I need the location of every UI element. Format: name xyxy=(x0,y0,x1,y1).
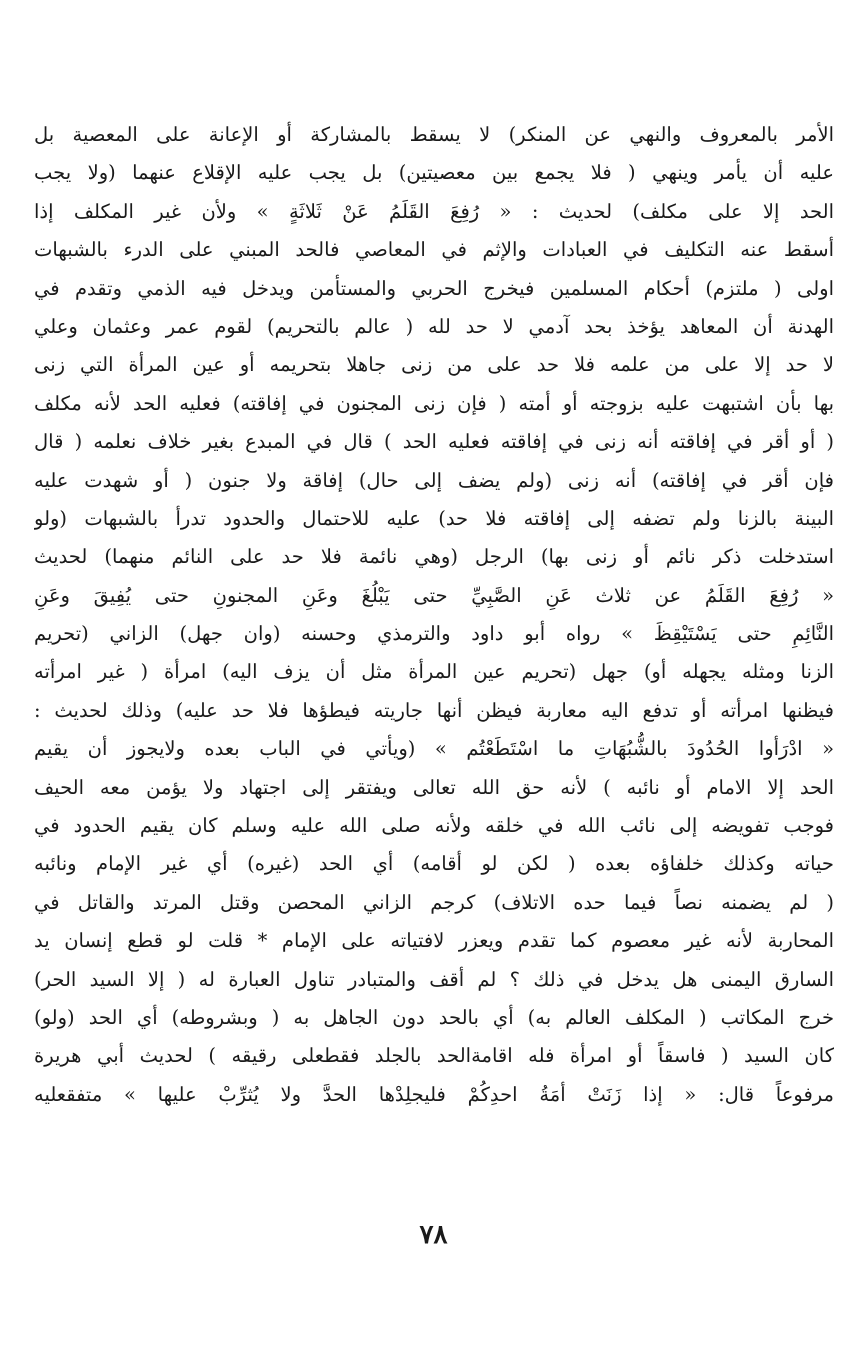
text-line: ( أو أقر في إفاقته أنه زنى في إفاقته فعليه الحد ) قال في المبدع بغير خلاف نعلمه ( قال xyxy=(34,430,834,454)
text-line: فإن أقر في إفاقته) أنه زنى (ولم يضف إلى حال) إفاقة ولا جنون ( أو شهدت عليه xyxy=(34,468,834,492)
page-number: ٧٨ xyxy=(419,1220,448,1250)
text-line: خرج المكاتب ( المكلف العالم به) أي بالحد دون الجاهل به ( وبشروطه) أي الحد (ولو) xyxy=(34,1005,834,1029)
text-line: استدخلت ذكر نائم أو زنى بها) الرجل (وهي نائمة فلا حد على النائم منهما) لحديث xyxy=(34,545,834,569)
text-line: بها بأن اشتبهت عليه بزوجته أو أمته ( فإن زنى المجنون في إفاقته) فعليه الحد لأنه مكلف xyxy=(34,391,834,415)
body-text xyxy=(34,116,834,1114)
text-line: البينة بالزنا ولم تضفه إلى إفاقته فلا حد) عليه للاحتمال والحدود تدرأ بالشبهات (ولو xyxy=(34,506,834,530)
text-line: « رُفِعَ القَلَمُ عن ثلاث عَنِ الصَّبِيِّ حتى يَبْلُغَ وعَنِ المجنونِ حتى يُفِيقَ وعَنِ xyxy=(34,583,834,607)
text-line: حياته وكذلك خلفاؤه بعده ( لكن لو أقامه) أي الحد (غيره) أي غير الإمام ونائبه xyxy=(34,852,834,876)
text-line: الحد إلا الامام أو نائبه ) لأنه حق الله تعالى ويفتقر إلى اجتهاد ولا يؤمن معه الحيف xyxy=(34,775,834,799)
text-line: « ادْرَأوا الحُدُودَ بالشُّبُهَاتِ ما اسْتَطَعْتُم » (ويأتي في الباب بعده ولايجوز أن يقيم xyxy=(34,737,834,761)
text-line: كان السيد ( فاسقاً أو امرأة فله اقامةالحد بالجلد فقطعلى رقيقه ) لحديث أبي هريرة xyxy=(34,1044,834,1068)
text-line: لا حد إلا على من علمه فلا حد على من زنى جاهلا بتحريمه أو عين المرأة التي زنى xyxy=(34,353,834,377)
text-line: فيظنها امرأته أو تدفع اليه معاربة فيظن أنها جاريته فيطؤها فلا حد عليه) وذلك لحديث : xyxy=(34,698,834,722)
text-line: الحد إلا على مكلف) لحديث : « رُفِعَ القَلَمُ عَنْ ثَلاثَةٍ » ولأن غير المكلف إذا xyxy=(34,199,834,223)
text-line: الأمر بالمعروف والنهي عن المنكر) لا يسقط بالمشاركة أو الإعانة على المعصية بل xyxy=(34,123,834,146)
text-line: ( لم يضمنه نصاً فيما حده الاتلاف) كرجم الزاني المحصن وقتل المرتد والقاتل في xyxy=(34,890,834,914)
text-line: عليه أن يأمر وينهي ( فلا يجمع بين معصيتين) بل يجب عليه الإقلاع عنهما (ولا يجب xyxy=(34,161,834,185)
text-line: مرفوعاً قال: « إذا زَنَتْ أمَةُ احدِكُمْ فليجلِدْها الحدَّ ولا يُثرِّبْ عليها » متفقعليه xyxy=(34,1082,834,1106)
text-line: الهدنة أن المعاهد يؤخذ بحد آدمي لا حد لله ( عالم بالتحريم) لقوم عمر وعثمان وعلي xyxy=(34,314,834,338)
text-line: المحاربة لأنه غير معصوم كما تقدم ويعزر لافتياته على الإمام * قلت لو قطع إنسان يد xyxy=(34,929,834,953)
text-line: اولى ( ملتزم) أحكام المسلمين فيخرج الحربي والمستأمن ويدخل فيه الذمي وتقدم في xyxy=(34,276,834,300)
text-line: فوجب تفويضه إلى نائب الله في خلقه ولأنه صلى الله عليه وسلم كان يقيم الحدود في xyxy=(34,814,834,838)
text-line: السارق اليمنى هل يدخل في ذلك ؟ لم أقف والمتبادر تناول العبارة له ( إلا السيد الحر) xyxy=(34,967,834,991)
text-line: النَّائِمِ حتى يَسْتَيْقِظَ » رواه أبو داود والترمذي وحسنه (وان جهل) الزاني (تحريم xyxy=(34,622,834,646)
text-line: أسقط عنه التكليف في العبادات والإثم في المعاصي فالحد المبني على الدرء بالشبهات xyxy=(34,238,834,262)
text-line: الزنا ومثله يجهله أو) جهل (تحريم عين المرأة مثل أن يزف اليه) امرأة ( غير امرأته xyxy=(34,660,834,684)
